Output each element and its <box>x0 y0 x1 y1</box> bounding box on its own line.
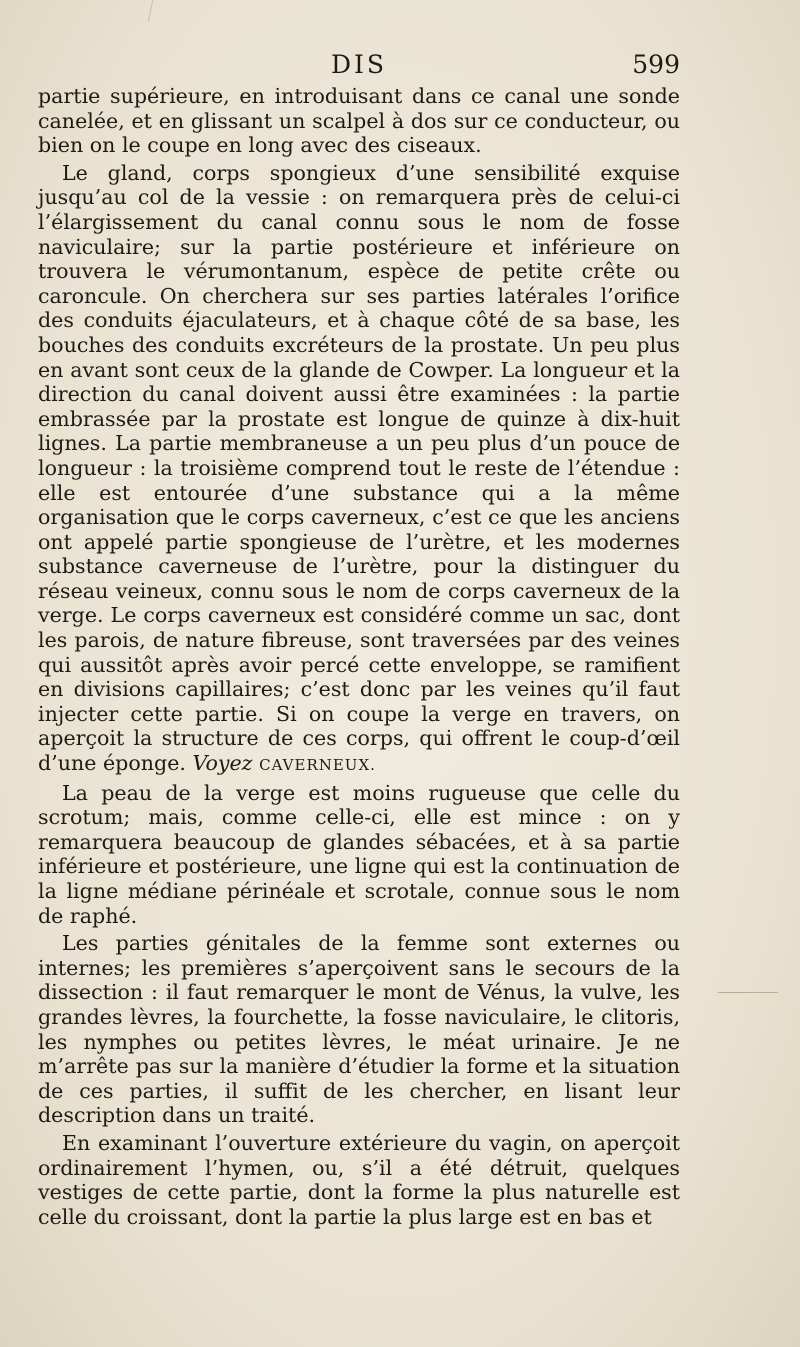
stray-pen-mark <box>148 0 154 22</box>
page-header <box>38 50 680 86</box>
body-text <box>38 84 680 1229</box>
paragraph-5: En examinant l’ouverture extérieure du vagin, on aperçoit ordinairement l’hymen, ou, s’il a été détruit, quelques vestiges de cette partie, dont la forme la plus naturelle est celle du croissant, dont la partie la plus large est en bas et <box>38 1130 680 1229</box>
paragraph-4: Les parties génitales de la femme sont externes ou internes; les premières s’aperçoivent sans le secours de la dissection : il faut remarquer le mont de Vénus, la vulve, les grandes lèvres, la fourchette, la fosse naviculaire, le clitoris, les nymphes ou petites lèvres, le méat urinaire. Je ne m’arrête pas sur la manière d’étudier la forme et la situation de ces parties, il suffit de les chercher, en lisant leur description dans un traité. <box>38 931 680 1128</box>
margin-stray-mark <box>718 992 778 993</box>
page-number: 599 <box>632 50 680 79</box>
running-head: DIS <box>330 50 388 79</box>
cross-reference-term: CAVERNEUX. <box>259 756 376 775</box>
paragraph-1: partie supérieure, en introduisant dans ce canal une sonde canelée, et en glissant un scalpel à dos sur ce conducteur, ou bien on le coupe en long avec des ciseaux. <box>38 84 680 158</box>
cross-reference-lead: Voyez <box>192 751 253 776</box>
paragraph-2-text: Le gland, corps spongieux d’une sensibilité exquise jusqu’au col de la vessie : on remarquera près de celui-ci l’élargissement du canal connu sous le nom de fosse naviculaire; sur la partie postérieure et inférieure on trouvera le vérumontanum, espèce de petite crête ou caroncule. On cherchera sur ses parties latérales l’orifice des conduits éjaculateurs, et à chaque côté de sa base, les bouches des conduits excréteurs de la prostate. Un peu plus en avant sont ceux de la glande de Cowper. La longueur et la direction du canal doivent aussi être examinées : la partie embrassée par la prostate est longue de quinze à dix-huit lignes. La partie membraneuse a un peu plus d’un pouce de longueur : la troisième comprend tout le reste de l’étendue : elle est entourée d’une substance qui a la même organisation que le corps caverneux, c’est ce que les anciens ont appelé partie spongieuse de l’urètre, et les modernes substance caverneuse de l’urètre, pour la distinguer du réseau veineux, connu sous le nom de corps caverneux de la verge. Le corps caverneux est considéré comme un sac, dont les parois, de nature fibreuse, sont traversées par des veines qui aussitôt après avoir percé cette enveloppe, se ramifient en divisions capillaires; c’est donc par les veines qu’il faut injecter cette partie. Si on coupe la verge en travers, on aperçoit la structure de ces corps, qui offrent le coup-d’œil d’une éponge. <box>38 160 680 776</box>
paragraph-3: La peau de la verge est moins rugueuse que celle du scrotum; mais, comme celle-ci, elle est mince : on y remarquera beaucoup de glandes sébacées, et à sa partie inférieure et postérieure, une ligne qui est la continuation de la ligne médiane périnéale et scrotale, connue sous le nom de raphé. <box>38 780 680 928</box>
paragraph-2 <box>38 161 680 778</box>
